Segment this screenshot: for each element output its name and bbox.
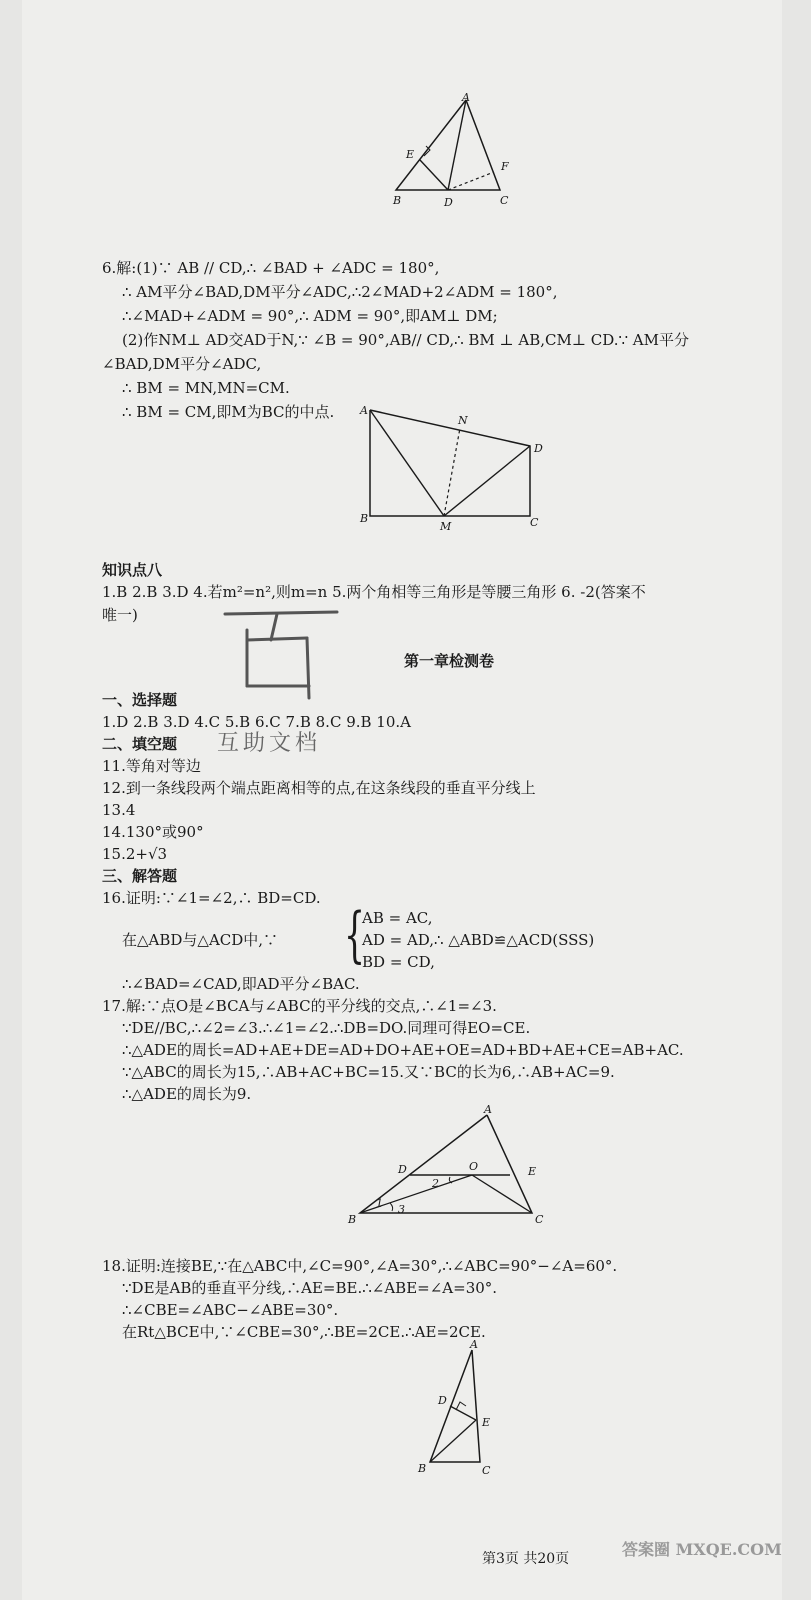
chapter-title: 第一章检测卷 <box>404 652 495 670</box>
fig1-label-C: C <box>500 194 509 207</box>
section8-line-1: 1.B 2.B 3.D 4.若m²=n²,则m=n 5.两个角相等三角形是等腰三角形 6. -2(答案不 <box>102 583 646 601</box>
q17-line-4: ∵△ABC的周长为15,∴AB+AC+BC=15.又∵BC的长为6,∴AB+AC=9. <box>122 1063 615 1081</box>
figure-trapezoid <box>340 400 560 530</box>
fill-11: 11.等角对等边 <box>102 757 201 775</box>
q16-case-2: AD = AD,∴ △ABD≌△ACD(SSS) <box>362 931 595 949</box>
part1-heading: 一、选择题 <box>102 691 178 709</box>
figure-right-triangle <box>402 1340 532 1480</box>
fig1-label-B: B <box>393 194 402 207</box>
fill-13: 13.4 <box>102 801 136 819</box>
figure-triangle-3 <box>332 1105 562 1230</box>
q6-line-6: ∴ BM = MN,MN=CM. <box>122 379 290 397</box>
q18-line-1: 18.证明:连接BE,∵在△ABC中,∠C=90°,∠A=30°,∴∠ABC=90°−∠A=60°. <box>102 1257 618 1275</box>
fig3-label-B: B <box>348 1213 357 1226</box>
page-footer: 第3页 共20页 <box>482 1551 570 1567</box>
fill-15: 15.2+√3 <box>102 845 168 863</box>
figure-triangle-1 <box>390 92 540 212</box>
fig2-label-C: C <box>530 516 539 529</box>
section8-line-2: 唯一) <box>102 606 138 624</box>
fig2-label-N: N <box>458 414 468 427</box>
q17-line-2: ∵DE//BC,∴∠2=∠3.∴∠1=∠2.∴DB=DO.同理可得EO=CE. <box>122 1019 531 1037</box>
q6-line-3: ∴∠MAD+∠ADM = 90°,∴ ADM = 90°,即AM⊥ DM; <box>122 307 498 325</box>
q18-line-2: ∵DE是AB的垂直平分线,∴AE=BE.∴∠ABE=∠A=30°. <box>122 1279 498 1297</box>
q17-line-3: ∴△ADE的周长=AD+AE+DE=AD+DO+AE+OE=AD+BD+AE+CE=AB+AC. <box>122 1041 684 1059</box>
q16-case-1: AB = AC, <box>362 909 433 927</box>
part3-heading: 三、解答题 <box>102 867 178 885</box>
q18-line-4: 在Rt△BCE中,∵∠CBE=30°,∴BE=2CE.∴AE=2CE. <box>122 1323 486 1341</box>
fig2-label-A: A <box>360 404 368 417</box>
fig3-label-1: 1 <box>376 1197 383 1210</box>
q16-line-2: 在△ABD与△ACD中,∵ <box>122 931 279 949</box>
part2-heading: 二、填空题 <box>102 735 178 753</box>
q16-line-1: 16.证明:∵∠1=∠2,∴ BD=CD. <box>102 889 321 907</box>
q17-line-5: ∴△ADE的周长为9. <box>122 1085 252 1103</box>
fig3-label-2: 2 <box>432 1177 439 1190</box>
fig2-label-M: M <box>440 520 452 530</box>
stamp-logo <box>217 600 347 710</box>
q17-line-1: 17.解:∵点O是∠BCA与∠ABC的平分线的交点,∴∠1=∠3. <box>102 997 497 1015</box>
choice-answers: 1.D 2.B 3.D 4.C 5.B 6.C 7.B 8.C 9.B 10.A <box>102 713 411 731</box>
fig1-label-A: A <box>462 92 470 104</box>
fill-12: 12.到一条线段两个端点距离相等的点,在这条线段的垂直平分线上 <box>102 779 536 797</box>
q6-line-7: ∴ BM = CM,即M为BC的中点. <box>122 403 335 421</box>
fig1-label-E: E <box>406 148 415 161</box>
q16-brace: { <box>344 900 366 970</box>
section8-heading: 知识点八 <box>102 561 163 579</box>
q6-line-4: (2)作NM⊥ AD交AD于N,∵ ∠B = 90°,AB// CD,∴ BM ⊥ AB,CM⊥ CD.∵ AM平分 <box>122 331 689 349</box>
fill-14: 14.130°或90° <box>102 823 204 841</box>
fig3-label-O: O <box>469 1160 479 1173</box>
fig1-label-D: D <box>444 196 453 209</box>
q6-line-2: ∴ AM平分∠BAD,DM平分∠ADC,∴2∠MAD+2∠ADM = 180°, <box>122 283 558 301</box>
fig3-label-D: D <box>398 1163 407 1176</box>
fig4-label-C: C <box>482 1464 491 1477</box>
stamp-text: 互助文档 <box>217 731 322 756</box>
fig4-label-D: D <box>438 1394 447 1407</box>
q6-line-5: ∠BAD,DM平分∠ADC, <box>102 355 262 373</box>
fig3-label-E: E <box>528 1165 537 1178</box>
fig1-label-F: F <box>501 160 509 173</box>
fig2-label-D: D <box>534 442 543 455</box>
fig4-label-A: A <box>470 1340 478 1351</box>
q16-case-3: BD = CD, <box>362 953 435 971</box>
q16-line-3: ∴∠BAD=∠CAD,即AD平分∠BAC. <box>122 975 360 993</box>
q18-line-3: ∴∠CBE=∠ABC−∠ABE=30°. <box>122 1301 339 1319</box>
fig4-label-B: B <box>418 1462 427 1475</box>
fig4-label-E: E <box>482 1416 491 1429</box>
watermark: 答案圈 MXQE.COM <box>622 1540 782 1559</box>
fig2-label-B: B <box>360 512 369 525</box>
q6-line-1: 6.解:(1)∵ AB // CD,∴ ∠BAD + ∠ADC = 180°, <box>102 259 440 277</box>
document-page <box>22 0 782 1600</box>
fig3-label-3: 3 <box>398 1203 405 1216</box>
fig3-label-C: C <box>535 1213 544 1226</box>
fig3-label-A: A <box>484 1105 492 1116</box>
